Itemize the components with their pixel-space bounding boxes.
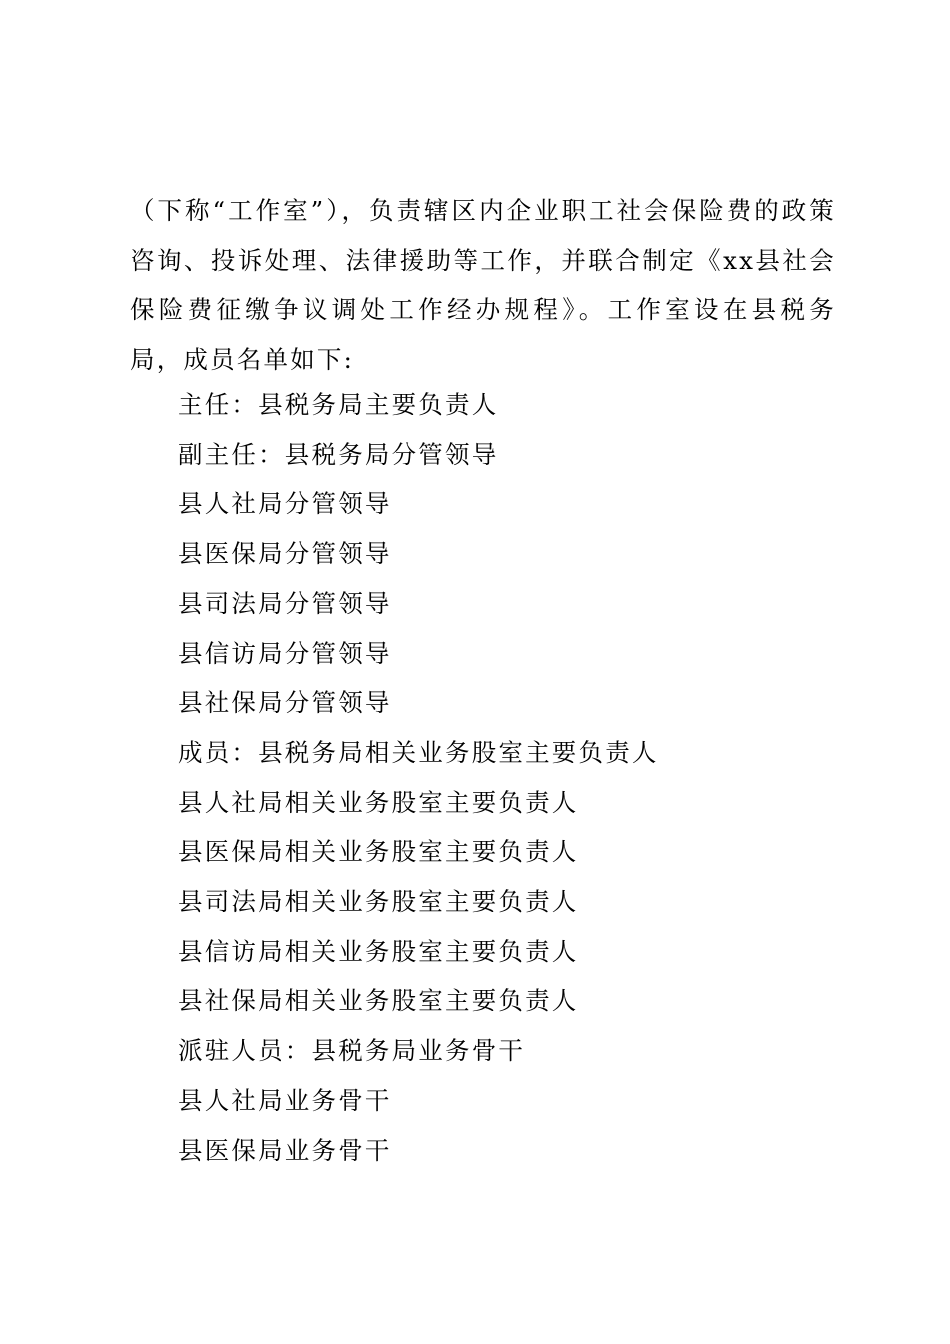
list-item: 县医保局相关业务股室主要负责人 xyxy=(178,837,579,867)
list-item: 县人社局业务骨干 xyxy=(178,1085,392,1115)
list-item: 县信访局分管领导 xyxy=(178,638,392,668)
list-item: 主任：县税务局主要负责人 xyxy=(178,390,499,419)
list-item: 县医保局业务骨干 xyxy=(178,1135,392,1165)
list-item: 县司法局相关业务股室主要负责人 xyxy=(178,887,579,917)
body-paragraph: （下称“工作室”），负责辖区内企业职工社会保险费的政策咨询、投诉处理、法律援助等工作，并联合制定《xx县社会保险费征缴争议调处工作经办规程》。工作室设在县税务局，成员名单如下: xyxy=(130,196,836,374)
list-item: 县信访局相关业务股室主要负责人 xyxy=(178,936,579,966)
list-item: 县社保局相关业务股室主要负责人 xyxy=(178,986,579,1016)
list-item: 县人社局相关业务股室主要负责人 xyxy=(178,787,579,817)
list-item: 县社保局分管领导 xyxy=(178,688,392,718)
member-list xyxy=(178,380,659,1175)
list-item: 县司法局分管领导 xyxy=(178,588,392,618)
list-item: 成员：县税务局相关业务股室主要负责人 xyxy=(178,737,659,767)
list-item: 县人社局分管领导 xyxy=(178,489,392,519)
list-item: 副主任：县税务局分管领导 xyxy=(178,439,499,469)
list-item: 县医保局分管领导 xyxy=(178,539,392,569)
list-item: 派驻人员：县税务局业务骨干 xyxy=(178,1036,526,1066)
